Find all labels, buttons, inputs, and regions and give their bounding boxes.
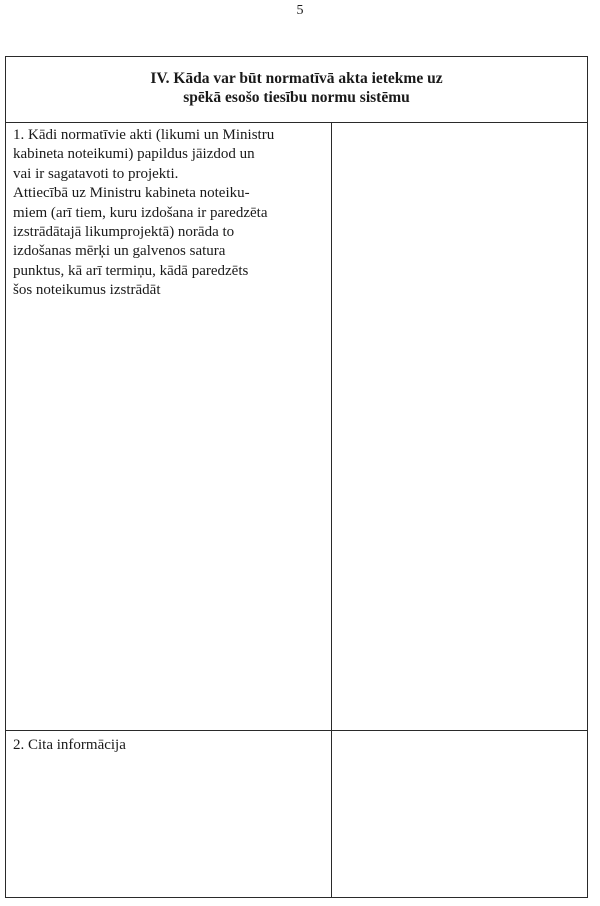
question-line: vai ir sagatavoti to projekti. [13, 165, 179, 182]
section-title-line: spēkā esošo tiesību normu sistēmu [183, 89, 410, 106]
page-number: 5 [296, 3, 304, 18]
column-divider [331, 123, 332, 897]
question-line: 2. Cita informācija [13, 737, 126, 753]
question-cell-2 [13, 736, 126, 755]
question-line: 1. Kādi normatīvie akti (likumi un Ministru [13, 127, 275, 143]
question-line: Attiecībā uz Ministru kabineta noteiku- [13, 185, 250, 202]
question-line: kabineta noteikumi) papildus jāizdod un [13, 146, 255, 163]
section-title-line: IV. Kāda var būt normatīvā akta ietekme uz [150, 70, 443, 87]
question-line: izstrādātajā likumprojektā) norāda to [13, 224, 235, 241]
assessment-table [5, 56, 588, 898]
question-line: šos noteikumus izstrādāt [13, 282, 161, 299]
row-divider [6, 730, 587, 731]
question-line: miem (arī tiem, kuru izdošana ir paredzēta [13, 204, 268, 221]
section-title [6, 57, 587, 123]
question-line: punktus, kā arī termiņu, kādā paredzēts [13, 262, 249, 279]
question-line: izdošanas mērķi un galvenos satura [13, 243, 226, 260]
question-cell-1 [13, 126, 274, 301]
